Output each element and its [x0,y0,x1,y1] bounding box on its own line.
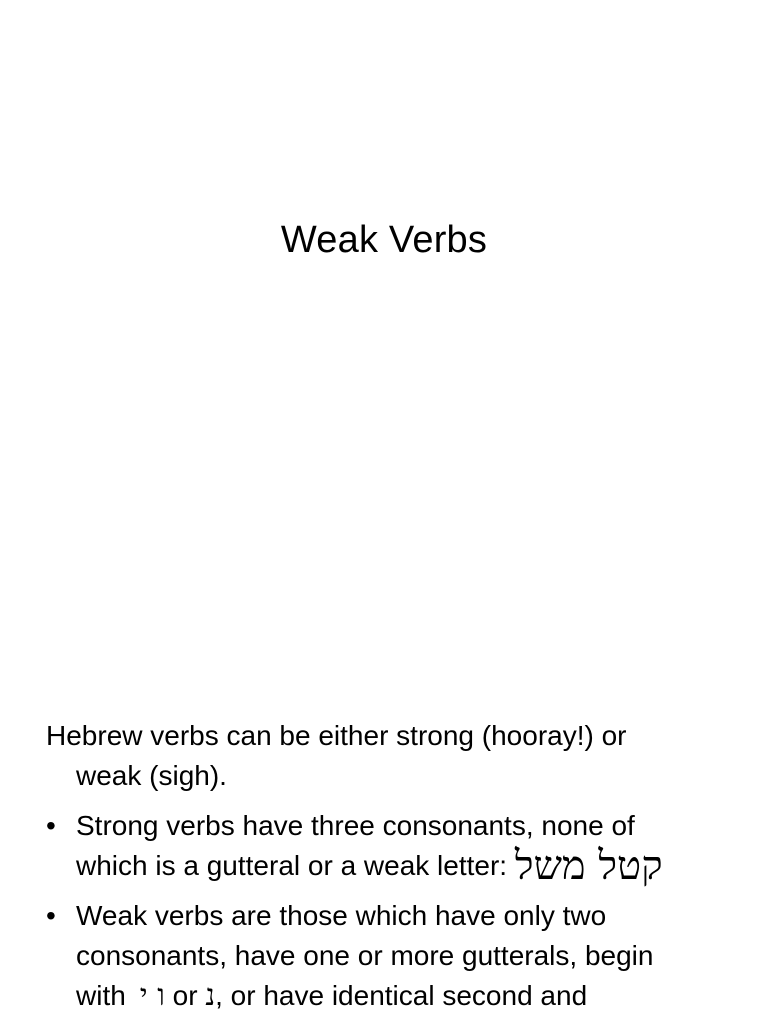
bullet-strong-line-1: Strong verbs have three consonants, none of [76,810,635,841]
bullet-dot-icon: • [46,810,56,841]
hebrew-weak-letters: ו י [139,978,165,1013]
bullet-strong-verbs [46,806,736,889]
bullet-weak-line-3-or: or [164,980,206,1011]
intro-line-2: weak (sigh). [76,760,227,791]
hebrew-nun-letter: נ [205,978,216,1013]
slide-body [46,716,736,1024]
bullet-dot-icon: • [46,900,56,931]
intro-paragraph [46,716,736,796]
bullet-strong-line-2: which is a gutteral or a weak letter: [76,850,515,881]
bullet-weak-line-3-suffix: , or have identical second and [215,980,588,1011]
hebrew-example-words: קטל משל [514,843,663,889]
intro-line-1: Hebrew verbs can be either strong (hooray!) or [46,720,627,751]
slide-title: Weak Verbs [280,219,488,261]
bullet-weak-verbs [46,896,736,1016]
bullet-weak-line-1: Weak verbs are those which have only two [76,900,607,931]
bullet-weak-line-3-prefix: with [76,980,126,1011]
bullet-weak-line-2: consonants, have one or more gutterals, begin [76,940,654,971]
